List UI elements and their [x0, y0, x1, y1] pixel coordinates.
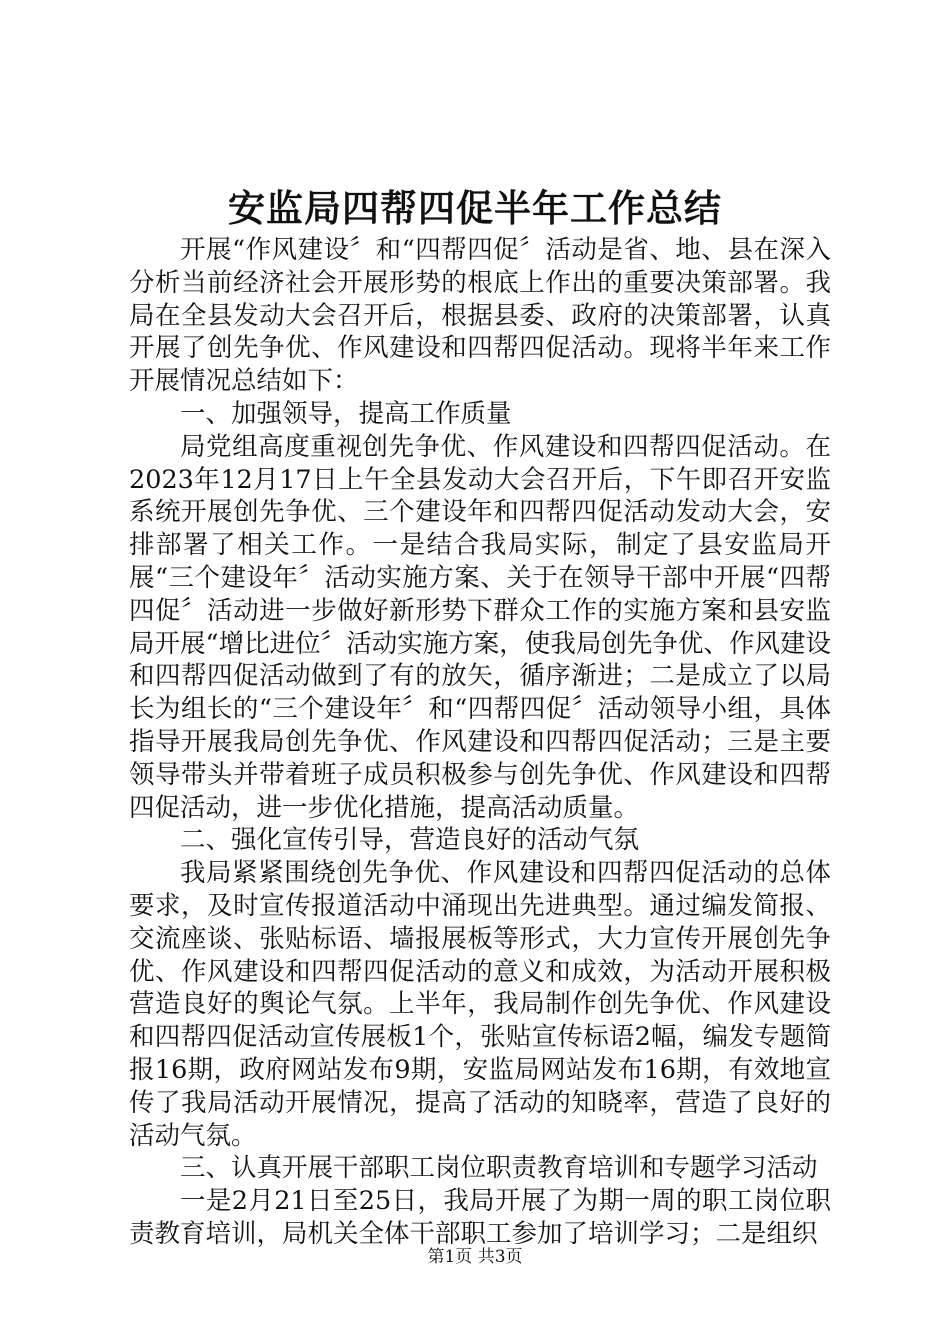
intro-paragraph: 开展“作风建设〞和“四帮四促〞活动是省、地、县在深入分析当前经济社会开展形势的根底上作出的重要决策部署。我局在全县发动大会召开后，根据县委、政府的决策部署，认真开展了创先争优、作风建设和四帮四促活动。现将半年来工作开展情况总结如下： — [129, 235, 831, 397]
section-heading-1: 一、加强领导，提高工作质量 — [180, 398, 512, 429]
section-3-paragraph: 一是2月21日至25日，我局开展了为期一周的职工岗位职责教育培训，局机关全体干部职工参加了培训学习；二是组织 — [129, 1186, 831, 1249]
section-heading-2: 二、强化宣传引导，营造良好的活动气氛 — [180, 825, 640, 856]
document-body — [129, 234, 831, 1251]
page-footer: 第1页 共3页 — [427, 1247, 523, 1267]
section-2-paragraph: 我局紧紧围绕创先争优、作风建设和四帮四促活动的总体要求，及时宣传报道活动中涌现出先进典型。通过编发简报、交流座谈、张贴标语、墙报展板等形式，大力宣传开展创先争优、作风建设和四帮四促活动的意义和成效，为活动开展积极营造良好的舆论气氛。上半年，我局制作创先争优、作风建设和四帮四促活动宣传展板1个，张贴宣传标语2幅，编发专题简报16期，政府网站发布9期，安监局网站发布16期，有效地宣传了我局活动开展情况，提高了活动的知晓率，营造了良好的活动气氛。 — [129, 858, 831, 1151]
section-heading-3: 三、认真开展干部职工岗位职责教育培训和专题学习活动 — [180, 1153, 818, 1184]
section-1-paragraph: 局党组高度重视创先争优、作风建设和四帮四促活动。在2023年12月17日上午全县发动大会召开后，下午即召开安监系统开展创先争优、三个建设年和四帮四促活动发动大会，安排部署了相关工作。一是结合我局实际，制定了县安监局开展“三个建设年〞活动实施方案、关于在领导干部中开展“四帮四促〞活动进一步做好新形势下群众工作的实施方案和县安监局开展“增比进位〞活动实施方案，使我局创先争优、作风建设和四帮四促活动做到了有的放矢，循序渐进；二是成立了以局长为组长的“三个建设年〞和“四帮四促〞活动领导小组，具体指导开展我局创先争优、作风建设和四帮四促活动；三是主要领导带头并带着班子成员积极参与创先争优、作风建设和四帮四促活动，进一步优化措施，提高活动质量。 — [129, 431, 831, 823]
document-title: 安监局四帮四促半年工作总结 — [228, 186, 722, 230]
